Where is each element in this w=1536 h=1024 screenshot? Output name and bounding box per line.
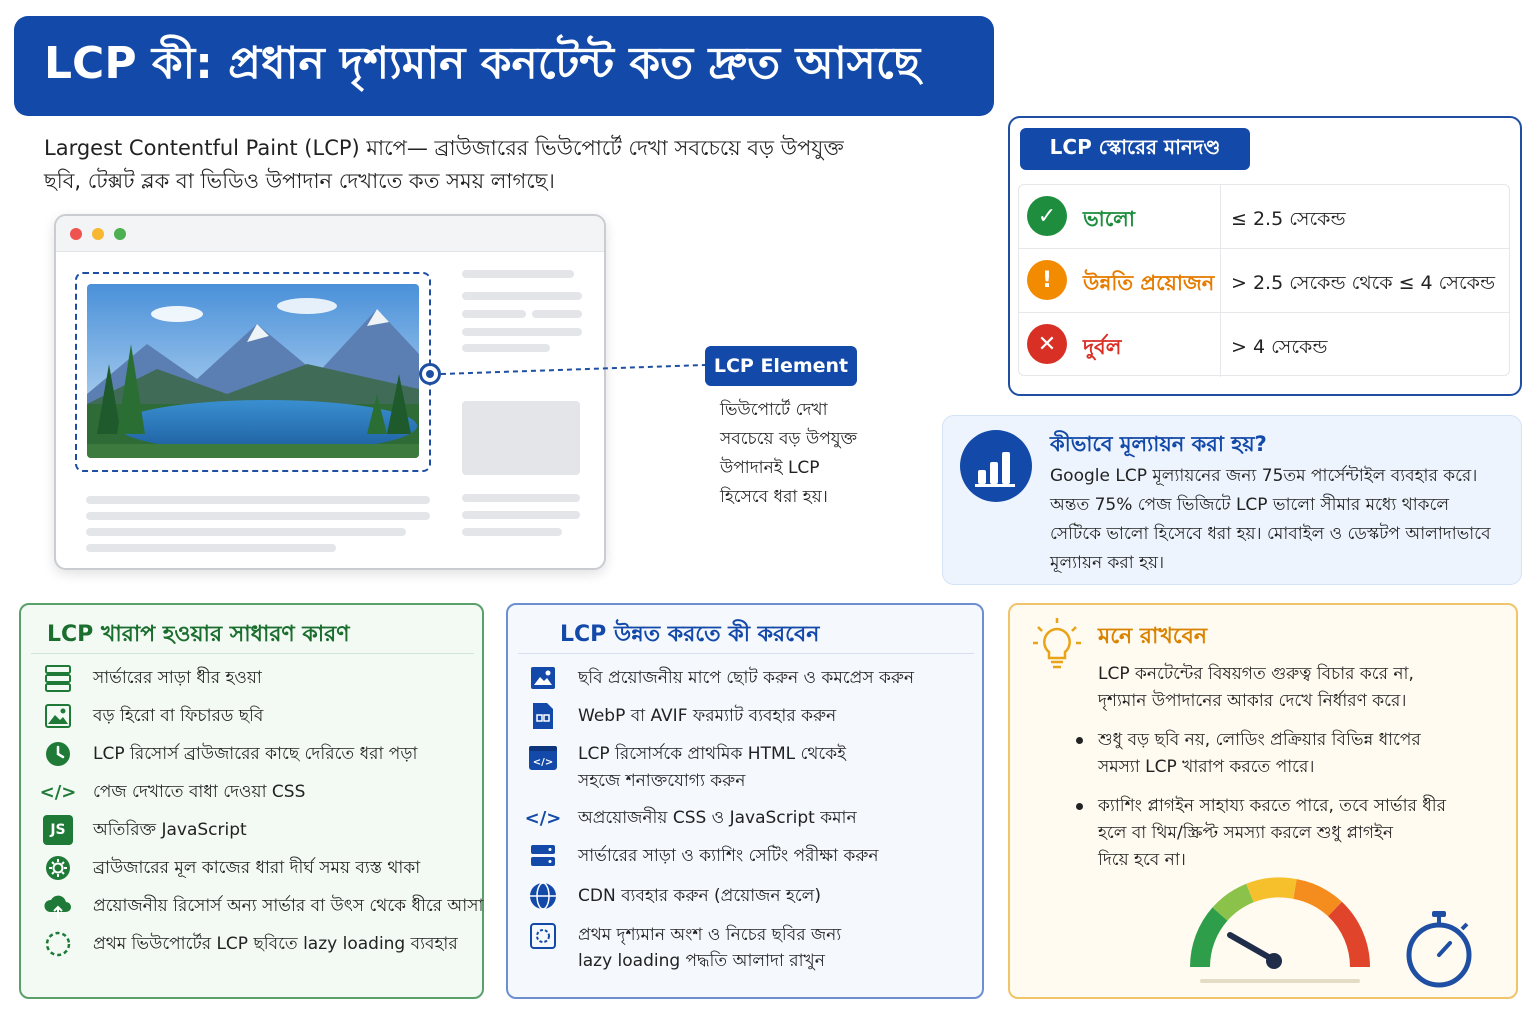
loading-icon: [43, 929, 73, 959]
cross-icon: ✕: [1027, 324, 1067, 364]
bullet-dot: [1076, 803, 1083, 810]
lcp-note: [720, 396, 900, 512]
browser-toolbar: [56, 216, 604, 252]
improve-item: সার্ভারের সাড়া ও ক্যাশিং সেটিং পরীক্ষা করুন: [578, 846, 879, 866]
text-placeholder: [462, 328, 582, 336]
improve-item: LCP রিসোর্সকে প্রাথমিক HTML থেকেই: [578, 744, 846, 764]
score-row-poor: [1019, 313, 1509, 377]
svg-text:</>: </>: [532, 757, 554, 768]
text-placeholder: [462, 344, 550, 352]
image-placeholder: [462, 401, 580, 475]
cause-item: প্রয়োজনীয় রিসোর্স অন্য সার্ভার বা উৎস থেকে ধীরে আসা: [93, 896, 484, 916]
text-placeholder: [462, 528, 562, 536]
score-row-good: [1019, 185, 1509, 249]
evaluate-title: কীভাবে মূল্যায়ন করা হয়?: [1050, 432, 1267, 456]
text-placeholder: [462, 270, 574, 278]
intro-text: [44, 132, 904, 198]
image-icon: [43, 701, 73, 731]
score-label: দুর্বল: [1083, 335, 1122, 359]
text-placeholder: [86, 544, 336, 552]
text-placeholder: [462, 511, 580, 519]
score-value: > 4 সেকেন্ড: [1231, 336, 1328, 358]
remember-bullet: ক্যাশিং প্লাগইন সাহায্য করতে পারে, তবে সার্ভার ধীর: [1098, 796, 1447, 816]
file-icon: [528, 701, 558, 731]
remember-card: [1008, 603, 1518, 999]
score-label: ভালো: [1083, 207, 1135, 231]
intro-line-1: Largest Contentful Paint (LCP) মাপে— ব্রাউজারের ভিউপোর্টে দেখা সবচেয়ে বড় উপযুক্ত: [44, 136, 844, 160]
text-placeholder: [462, 310, 526, 318]
score-heading: LCP স্কোরের মানদণ্ড: [1020, 128, 1250, 170]
evaluate-line: Google LCP মূল্যায়নের জন্য 75তম পার্সেন্টাইল ব্যবহার করে।: [1050, 466, 1478, 486]
exclamation-icon: !: [1027, 260, 1067, 300]
text-placeholder: [462, 292, 582, 300]
score-value: ≤ 2.5 সেকেন্ড: [1231, 208, 1346, 230]
image-icon: [528, 663, 558, 693]
gear-icon: [43, 853, 73, 883]
improve-item: WebP বা AVIF ফরম্যাট ব্যবহার করুন: [578, 706, 837, 726]
score-value: > 2.5 সেকেন্ড থেকে ≤ 4 সেকেন্ড: [1231, 272, 1496, 294]
minimize-dot-icon: [92, 228, 104, 240]
cause-item: LCP রিসোর্স ব্রাউজারের কাছে দেরিতে ধরা পড়া: [93, 744, 418, 764]
evaluate-text: [1050, 462, 1510, 578]
cause-item: পেজ দেখাতে বাধা দেওয়া CSS: [93, 782, 306, 802]
server-icon: [528, 841, 558, 871]
page-title: LCP কী: প্রধান দৃশ্যমান কনটেন্ট কত দ্রুত আসছে: [44, 37, 921, 89]
server-icon: [43, 663, 73, 693]
remember-lead: LCP কনটেন্টের বিষয়গত গুরুত্ব বিচার করে না,: [1098, 664, 1414, 684]
remember-bullet: সমস্যা LCP খারাপ করতে পারে।: [1098, 757, 1315, 777]
text-placeholder: [86, 496, 430, 504]
score-table: [1018, 184, 1510, 376]
evaluate-line: মূল্যায়ন করা হয়।: [1050, 553, 1165, 573]
check-icon: ✓: [1027, 196, 1067, 236]
improve-title: LCP উন্নত করতে কী করবেন: [560, 622, 820, 647]
text-placeholder: [86, 528, 406, 536]
close-dot-icon: [70, 228, 82, 240]
improve-item: প্রথম দৃশ্যমান অংশ ও নিচের ছবির জন্য: [578, 925, 842, 945]
remember-bullet: দিয়ে হবে না।: [1098, 850, 1186, 870]
speed-gauge-icon: [1190, 867, 1370, 991]
cloud-icon: [43, 891, 73, 921]
bar-chart-icon: [960, 430, 1032, 502]
lazy-image-icon: [528, 921, 558, 951]
causes-title: LCP খারাপ হওয়ার সাধারণ কারণ: [47, 622, 350, 647]
score-label: উন্নতি প্রয়োজন: [1083, 271, 1215, 295]
improve-item: সহজে শনাক্তযোগ্য করুন: [578, 771, 746, 791]
hero-landscape-image: [87, 284, 419, 458]
text-placeholder: [532, 310, 582, 318]
text-placeholder: [462, 494, 580, 502]
text-placeholder: [86, 512, 430, 520]
remember-bullet: হলে বা থিম/স্ক্রিপ্ট সমস্যা করলে শুধু প্লাগইন: [1098, 823, 1394, 843]
clock-icon: [43, 739, 73, 769]
lcp-note-line: উপাদানই LCP: [720, 458, 820, 478]
evaluate-line: অন্তত 75% পেজ ভিজিটে LCP ভালো সীমার মধ্যে থাকলে: [1050, 495, 1450, 515]
lcp-note-line: হিসেবে ধরা হয়।: [720, 487, 828, 507]
improve-item: অপ্রয়োজনীয় CSS ও JavaScript কমান: [578, 808, 857, 828]
causes-card: [19, 603, 484, 999]
cause-item: অতিরিক্ত JavaScript: [93, 820, 247, 840]
cause-item: বড় হিরো বা ফিচারড ছবি: [93, 706, 264, 726]
js-icon: JS: [43, 815, 73, 845]
cause-item: ব্রাউজারের মূল কাজের ধারা দীর্ঘ সময় ব্যস্ত থাকা: [93, 858, 421, 878]
lcp-note-line: ভিউপোর্টে দেখা: [720, 400, 828, 420]
lcp-element-tag: LCP Element: [705, 346, 857, 386]
remember-lead: দৃশ্যমান উপাদানের আকার দেখে নির্ধারণ করে।: [1098, 691, 1407, 711]
lcp-anchor-dot: [419, 363, 441, 385]
remember-bullet: শুধু বড় ছবি নয়, লোডিং প্রক্রিয়ার বিভিন্ন ধাপের: [1098, 730, 1421, 750]
bullet-dot: [1076, 737, 1083, 744]
code-icon: </>: [39, 781, 77, 803]
globe-icon: [528, 881, 558, 911]
cause-item: প্রথম ভিউপোর্টের LCP ছবিতে lazy loading ব্যবহার: [93, 934, 458, 954]
cause-item: সার্ভারের সাড়া ধীর হওয়া: [93, 668, 262, 688]
html-code-icon: [528, 743, 558, 773]
maximize-dot-icon: [114, 228, 126, 240]
lcp-note-line: সবচেয়ে বড় উপযুক্ত: [720, 429, 858, 449]
score-row-needs-improvement: [1019, 249, 1509, 313]
intro-line-2: ছবি, টেক্সট ব্লক বা ভিডিও উপাদান দেখাতে কত সময় লাগছে।: [44, 169, 555, 193]
improve-item: lazy loading পদ্ধতি আলাদা রাখুন: [578, 951, 825, 971]
title-bar: [14, 16, 994, 116]
improve-item: ছবি প্রয়োজনীয় মাপে ছোট করুন ও কমপ্রেস করুন: [578, 668, 915, 688]
evaluate-line: সেটিকে ভালো হিসেবে ধরা হয়। মোবাইল ও ডেস্কটপ আলাদাভাবে: [1050, 524, 1491, 544]
improve-item: CDN ব্যবহার করুন (প্রয়োজন হলে): [578, 886, 821, 906]
connector-line: [441, 362, 707, 376]
stopwatch-icon: [1404, 909, 1474, 993]
lightbulb-icon: [1032, 617, 1082, 677]
code-icon: </>: [524, 807, 562, 829]
remember-title: মনে রাখবেন: [1098, 624, 1207, 649]
improve-card: [506, 603, 984, 999]
